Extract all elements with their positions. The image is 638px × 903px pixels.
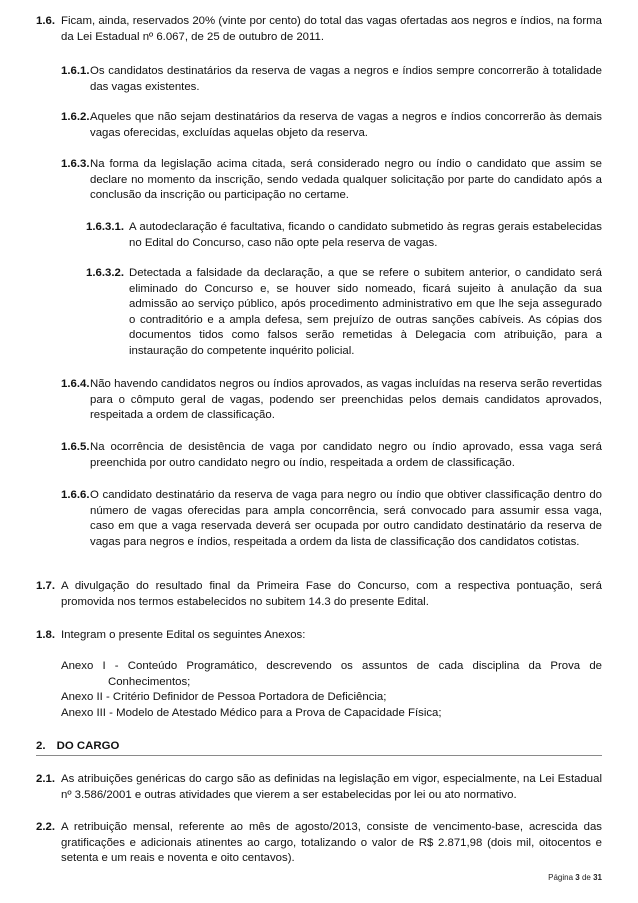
clause-number: 1.6.4.	[61, 378, 90, 390]
section-heading	[36, 739, 602, 755]
clause-number: 1.7.	[36, 580, 55, 592]
clause-text: As atribuições genéricas do cargo são as definidas na legislação em vigor, especialmente, na Lei Estadual nº 3.586/2001 e outras atividades que vierem a ser estabelecidas por lei ou ato normativo.	[61, 773, 602, 801]
footer-label: Página	[548, 873, 574, 882]
clause-1-6-4	[61, 377, 602, 424]
clause-text: Os candidatos destinatários da reserva de vagas a negros e índios sempre concorrerão à totalidade das vagas existentes.	[90, 65, 602, 93]
clause-number: 2.2.	[36, 821, 55, 833]
clause-text: Na forma da legislação acima citada, será considerado negro ou índio o candidato que assim se declare no momento da inscrição, sendo vedada qualquer solicitação por parte do candidato após a conclusão da inscrição ou participação no certame.	[90, 158, 602, 202]
clause-number: 1.6.3.2.	[86, 267, 124, 279]
annex-item: Anexo II - Critério Definidor de Pessoa Portadora de Deficiência;	[61, 691, 387, 704]
current-page: 3	[575, 873, 580, 882]
clause-2-2	[36, 820, 602, 867]
clause-text: A divulgação do resultado final da Primeira Fase do Concurso, com a respectiva pontuação, será promovida nos termos estabelecidos no subitem 14.3 do presente Edital.	[61, 580, 602, 608]
clause-1-6-3-2	[86, 266, 602, 360]
annex-list	[61, 659, 602, 721]
clause-1-6-1	[61, 64, 602, 95]
clause-number: 1.6.5.	[61, 441, 90, 453]
clause-1-6-3	[61, 157, 602, 204]
clause-1-6	[36, 14, 602, 45]
section-title: DO CARGO	[56, 740, 120, 752]
clause-number: 1.6.3.	[61, 158, 90, 170]
clause-number: 1.6.	[36, 15, 55, 27]
clause-2-1	[36, 772, 602, 803]
footer-separator: de	[581, 873, 591, 882]
clause-number: 1.8.	[36, 629, 55, 641]
clause-1-8	[36, 628, 602, 644]
clause-1-7	[36, 579, 602, 610]
clause-number: 1.6.6.	[61, 489, 90, 501]
clause-1-6-6	[61, 488, 602, 550]
clause-1-6-5	[61, 440, 602, 471]
section-divider	[36, 755, 602, 756]
clause-number: 1.6.1.	[61, 65, 90, 77]
section-number: 2.	[36, 740, 46, 752]
annex-item: Anexo I - Conteúdo Programático, descrevendo os assuntos de cada disciplina da Prova de Conhecimentos;	[61, 660, 602, 688]
clause-text: Aqueles que não sejam destinatários da reserva de vagas a negros e índios concorrerão às demais vagas oferecidas, excluídas aquelas objeto da reserva.	[90, 111, 602, 139]
clause-number: 1.6.2.	[61, 111, 90, 123]
total-pages: 31	[593, 873, 602, 882]
clause-text: A retribuição mensal, referente ao mês de agosto/2013, consiste de vencimento-base, acrescida das gratificações e adicionais atinentes ao cargo, totalizando o valor de R$ 2.871,98 (dois mil, oitocentos e setenta e um reais e noventa e oito centavos).	[61, 821, 602, 865]
clause-number: 2.1.	[36, 773, 55, 785]
annex-item: Anexo III - Modelo de Atestado Médico para a Prova de Capacidade Física;	[61, 706, 442, 719]
clause-text: Integram o presente Edital os seguintes Anexos:	[61, 629, 306, 641]
clause-number: 1.6.3.1.	[86, 221, 124, 233]
page-footer	[548, 873, 602, 883]
clause-text: Detectada a falsidade da declaração, a que se refere o subitem anterior, o candidato será eliminado do Concurso e, se houver sido nomeado, ficará sujeito à anulação da sua admissão ao serviço público, após procedimento administrativo em que lhe seja assegurado o contraditório e a ampla defesa, sem prejuízo de outras sanções cabíveis. As cópias dos documentos tidos como falsos serão remetidas à Delegacia com atribuição, para a instauração do competente inquérito policial.	[129, 267, 602, 357]
clause-text: A autodeclaração é facultativa, ficando o candidato submetido às regras gerais estabelecidas no Edital do Concurso, caso não opte pela reserva de vagas.	[129, 221, 602, 249]
clause-1-6-3-1	[86, 220, 602, 251]
clause-text: O candidato destinatário da reserva de vaga para negro ou índio que obtiver classificação dentro do número de vagas oferecidas para ampla concorrência, será convocado para assumir essa vaga, caso em que a vaga reservada deverá ser ocupada por outro candidato destinatário da reserva de vagas para negros e índios, respeitada a ordem da lista de classificação dos candidatos cotistas.	[90, 489, 602, 548]
clause-text: Na ocorrência de desistência de vaga por candidato negro ou índio aprovado, essa vaga será preenchida por outro candidato negro ou índio, respeitada a ordem de classificação.	[90, 441, 602, 469]
clause-text: Não havendo candidatos negros ou índios aprovados, as vagas incluídas na reserva serão revertidas para o cômputo geral de vagas, podendo ser preenchidas pelos demais candidatos aprovados, respeitada a ordem de classificação.	[90, 378, 602, 422]
clause-text: Ficam, ainda, reservados 20% (vinte por cento) do total das vagas ofertadas aos negros e índios, na forma da Lei Estadual nº 6.067, de 25 de outubro de 2011.	[61, 15, 602, 43]
clause-1-6-2	[61, 110, 602, 141]
